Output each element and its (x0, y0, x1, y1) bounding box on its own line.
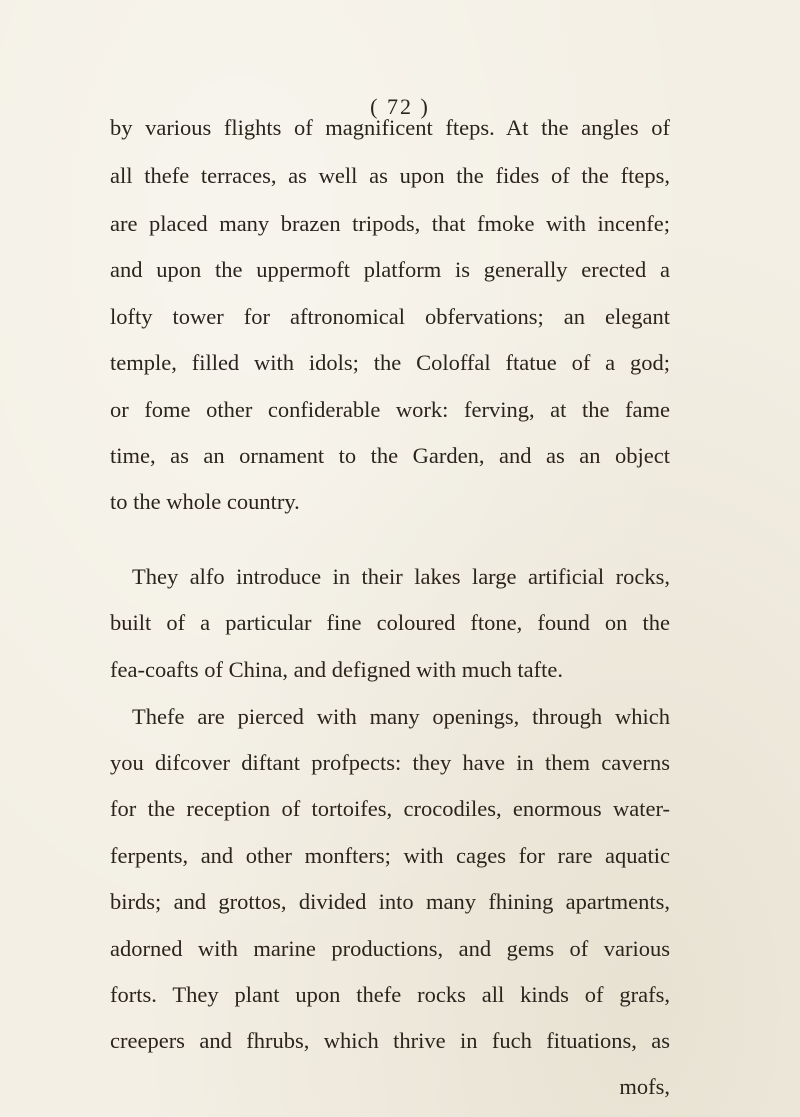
page-number: ( 72 ) (370, 94, 430, 119)
text-line: for the reception of tortoifes, crocodiles, enormous water- (110, 796, 670, 821)
text-line: you difcover diftant profpects: they have in them caverns (110, 750, 670, 775)
text-line: built of a particular fine coloured ftone, found on the (110, 610, 670, 635)
text-line: lofty tower for aftronomical obfervations; an elegant (110, 304, 670, 329)
text-line: are placed many brazen tripods, that fmoke with incenfe; (110, 211, 670, 236)
text-line: forts. They plant upon thefe rocks all kinds of grafs, (110, 982, 670, 1007)
text-line: They alfo introduce in their lakes large artificial rocks, (132, 564, 670, 589)
text-line: to the whole country. (110, 489, 300, 514)
text-line: or fome other confiderable work: ferving, at the fame (110, 397, 670, 422)
text-line: fea-coafts of China, and defigned with much tafte. (110, 657, 563, 682)
text-line: time, as an ornament to the Garden, and as an object (110, 443, 670, 468)
text-line: all thefe terraces, as well as upon the fides of the fteps, (110, 163, 670, 188)
text-line: and upon the uppermoft platform is generally erected a (110, 257, 670, 282)
text-line: Thefe are pierced with many openings, through which (132, 704, 670, 729)
catchword: mofs, (619, 1074, 670, 1099)
text-line: birds; and grottos, divided into many fhining apartments, (110, 889, 670, 914)
text-line: ferpents, and other monfters; with cages for rare aquatic (110, 843, 670, 868)
text-line: temple, filled with idols; the Coloffal ftatue of a god; (110, 350, 670, 375)
text-line: creepers and fhrubs, which thrive in fuch fituations, as (110, 1028, 670, 1053)
text-line: by various flights of magnificent fteps. At the angles of (110, 115, 670, 140)
text-line: adorned with marine productions, and gems of various (110, 936, 670, 961)
